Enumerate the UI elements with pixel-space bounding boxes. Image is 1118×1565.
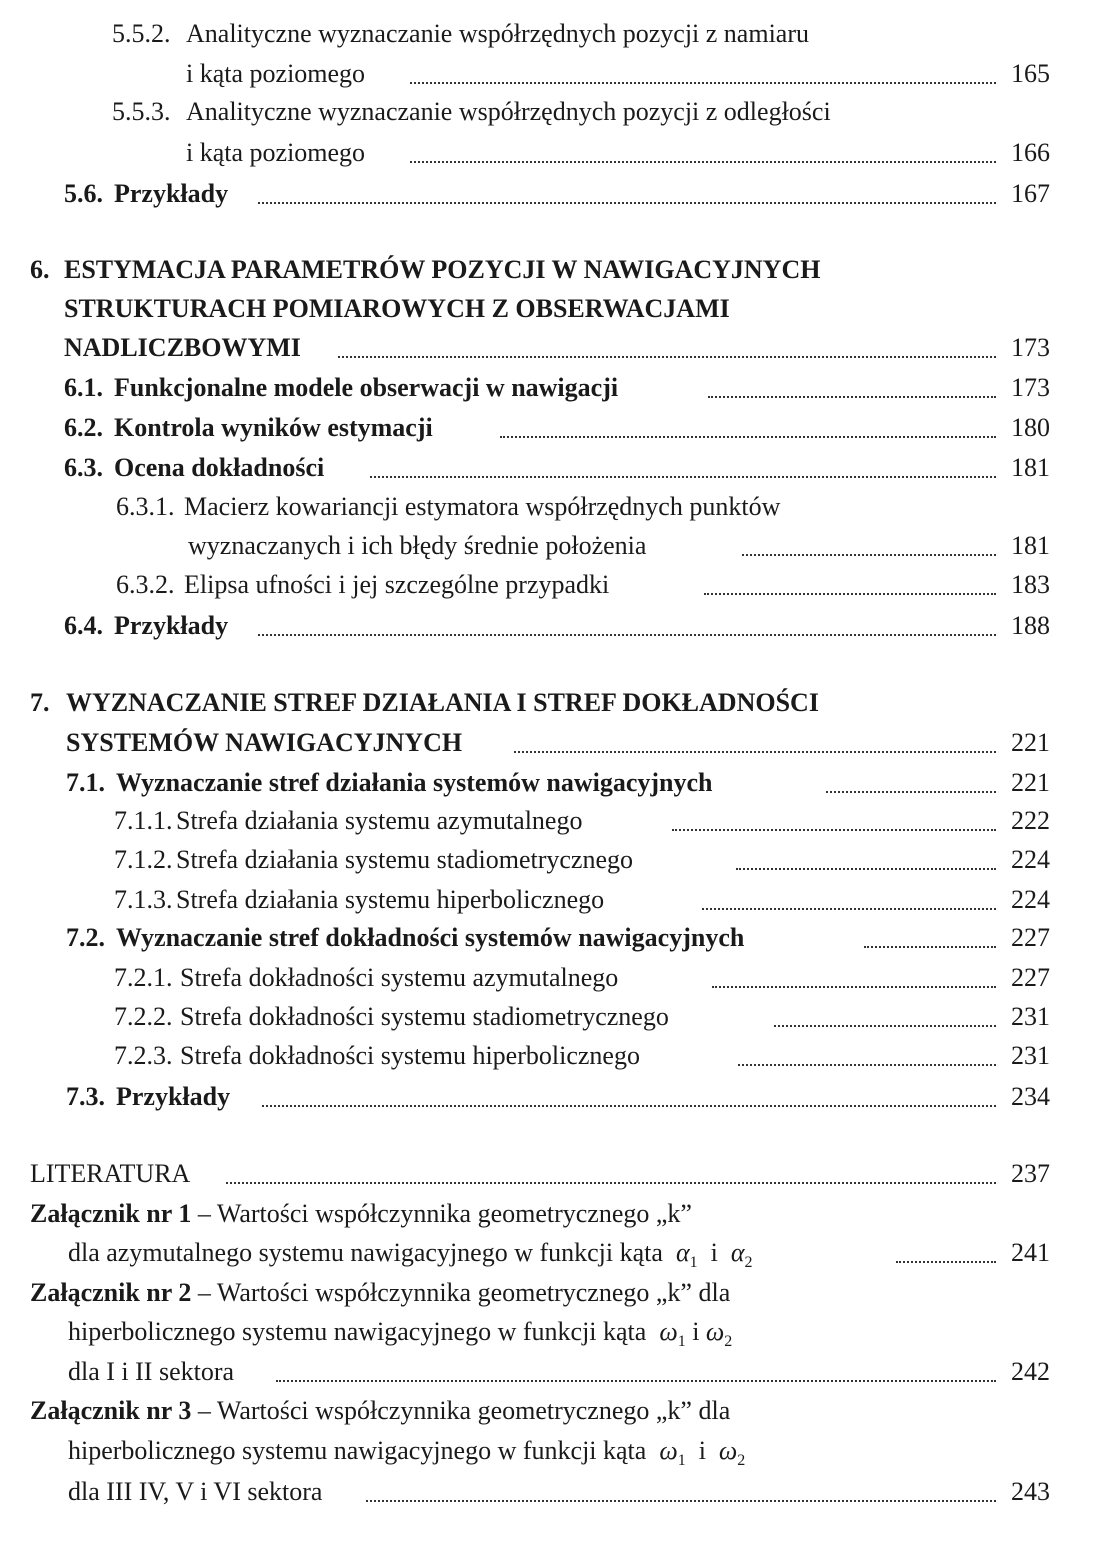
toc-entry (0, 840, 1118, 880)
toc-number: 7.2.1. (114, 963, 173, 992)
dot-leader (410, 82, 996, 84)
dot-leader (864, 946, 996, 948)
toc-page: 165 (1011, 59, 1050, 88)
toc-entry (0, 526, 1118, 566)
toc-page: 231 (1011, 1041, 1050, 1070)
toc-number: 7.2.2. (114, 1002, 173, 1031)
toc-number: 6.4. (64, 611, 103, 640)
dot-leader (826, 791, 996, 793)
dot-leader (258, 202, 996, 204)
toc-page: 222 (1011, 806, 1050, 835)
dot-leader (410, 161, 996, 163)
alpha-symbol: α (675, 1238, 690, 1267)
toc-title: Macierz kowariancji estymatora współrzędnych punktów (184, 492, 781, 521)
dot-leader (514, 751, 996, 753)
toc-entry (0, 565, 1118, 605)
toc-entry (0, 408, 1118, 448)
toc-number: 7. (30, 688, 50, 717)
toc-number: 6. (30, 255, 50, 284)
toc-page: 180 (1011, 413, 1050, 442)
dot-leader (742, 554, 996, 556)
toc-title: Strefa działania systemu azymutalnego (176, 806, 583, 835)
toc-entry (0, 92, 1118, 132)
dot-leader (366, 1500, 996, 1502)
toc-entry (0, 1154, 1118, 1194)
appendix-label: Załącznik nr 3 (30, 1396, 192, 1425)
toc-page: 242 (1011, 1357, 1050, 1386)
toc-entry (0, 880, 1118, 920)
toc-title: i kąta poziomego (186, 138, 366, 167)
omega-symbol: ω (705, 1317, 725, 1346)
toc-chapter (0, 289, 1118, 329)
dot-leader (276, 1380, 996, 1382)
alpha-symbol: α (730, 1238, 745, 1267)
toc-title: – Wartości współczynnika geometrycznego „k” dla (191, 1278, 731, 1307)
toc-entry (0, 133, 1118, 173)
toc-title: Ocena dokładności (114, 453, 325, 482)
toc-title: NADLICZBOWYMI (64, 333, 301, 362)
toc-title: Analityczne wyznaczanie współrzędnych pozycji z namiaru (186, 19, 809, 48)
toc-number: 6.1. (64, 373, 103, 402)
toc-number: 7.2.3. (114, 1041, 173, 1070)
toc-page: 221 (1011, 728, 1050, 757)
dot-leader (226, 1182, 996, 1184)
toc-title: wyznaczanych i ich błędy średnie położenia (188, 531, 647, 560)
toc-title: Strefa dokładności systemu hiperbolicznego (180, 1041, 640, 1070)
toc-appendix: dla azymutalnego systemu nawigacyjnego w funkcji kąta $\alpha_1$ i $\alpha_2$ 241 (0, 1233, 1118, 1273)
dot-leader (704, 593, 996, 595)
toc-appendix: hiperbolicznego systemu nawigacyjnego w funkcji kąta $\omega_1$ i $\omega_2$ (68, 1436, 746, 1470)
toc-entry (0, 448, 1118, 488)
appendix-label: Załącznik nr 2 (30, 1278, 192, 1307)
toc-number: 5.6. (64, 179, 103, 208)
toc-number: 7.3. (66, 1082, 105, 1111)
toc-title: WYZNACZANIE STREF DZIAŁANIA I STREF DOKŁADNOŚCI (66, 688, 819, 717)
toc-page: 224 (1011, 885, 1050, 914)
toc-entry (0, 918, 1118, 958)
toc-entry (0, 958, 1118, 998)
toc-title: – Wartości współczynnika geometrycznego „k” (191, 1199, 692, 1228)
toc-number: 6.3.1. (116, 492, 175, 521)
toc-number: 7.1.3. (114, 885, 173, 914)
toc-page: 181 (1011, 453, 1050, 482)
toc-title: Strefa działania systemu stadiometrycznego (176, 845, 634, 874)
toc-page: 243 (1011, 1477, 1050, 1506)
toc-entry (0, 997, 1118, 1037)
toc-entry (0, 487, 1118, 527)
toc-title: Wyznaczanie stref dokładności systemów nawigacyjnych (116, 923, 745, 952)
toc-page: 241 (1011, 1238, 1050, 1267)
toc-title: STRUKTURACH POMIAROWYCH Z OBSERWACJAMI (64, 294, 730, 323)
appendix-label: Załącznik nr 1 (30, 1199, 192, 1228)
dot-leader (738, 1064, 996, 1066)
omega-symbol: ω (659, 1436, 678, 1465)
toc-title: Przykłady (114, 179, 229, 208)
toc-page: 237 (1011, 1159, 1050, 1188)
toc-title: – Wartości współczynnika geometrycznego „k” dla (191, 1396, 731, 1425)
dot-leader (774, 1025, 996, 1027)
toc-title: SYSTEMÓW NAWIGACYJNYCH (66, 728, 463, 757)
toc-title: LITERATURA (30, 1159, 191, 1188)
toc-page: 231 (1011, 1002, 1050, 1031)
toc-entry (0, 1077, 1118, 1117)
toc-page: 173 (1011, 373, 1050, 402)
dot-leader (672, 829, 996, 831)
toc-title: Przykłady (116, 1082, 231, 1111)
toc-title: Strefa działania systemu hiperbolicznego (176, 885, 605, 914)
toc-appendix (0, 1391, 1118, 1431)
toc-title: dla I i II sektora (68, 1357, 235, 1386)
toc-appendix (0, 1352, 1118, 1392)
toc-chapter (0, 250, 1118, 290)
omega-symbol: ω (718, 1436, 738, 1465)
toc-appendix (0, 1273, 1118, 1313)
dot-leader (736, 868, 996, 870)
dot-leader (338, 356, 996, 358)
dot-leader (500, 436, 996, 438)
dot-leader (896, 1261, 996, 1263)
dot-leader (702, 908, 996, 910)
dot-leader (262, 1105, 996, 1107)
toc-entry (0, 763, 1118, 803)
toc-page: 227 (1011, 963, 1050, 992)
toc-appendix: hiperbolicznego systemu nawigacyjnego w funkcji kąta $\omega_1$ i $\omega_2$ (68, 1317, 733, 1351)
toc-title: Elipsa ufności i jej szczególne przypadki (184, 570, 610, 599)
toc-entry (0, 174, 1118, 214)
toc-chapter (0, 328, 1118, 368)
toc-page: 224 (1011, 845, 1050, 874)
toc-chapter (0, 683, 1118, 723)
toc-title: hiperbolicznego systemu nawigacyjnego w funkcji kąta (68, 1317, 647, 1346)
omega-symbol: ω (659, 1317, 678, 1346)
toc-number: 5.5.3. (112, 97, 171, 126)
toc-page: 167 (1011, 179, 1050, 208)
dot-leader (712, 986, 996, 988)
toc-number: 7.2. (66, 923, 105, 952)
dot-leader (370, 476, 996, 478)
toc-entry (0, 54, 1118, 94)
toc-title: Przykłady (114, 611, 229, 640)
toc-number: 6.3.2. (116, 570, 175, 599)
toc-title: i kąta poziomego (186, 59, 366, 88)
toc-appendix (0, 1194, 1118, 1234)
toc-entry (0, 801, 1118, 841)
toc-entry (0, 606, 1118, 646)
toc-chapter (0, 723, 1118, 763)
dot-leader (258, 634, 996, 636)
toc-page: 183 (1011, 570, 1050, 599)
toc-entry (0, 14, 1118, 54)
toc-title: hiperbolicznego systemu nawigacyjnego w funkcji kąta (68, 1436, 647, 1465)
toc-page: 227 (1011, 923, 1050, 952)
toc-number: 7.1. (66, 768, 105, 797)
toc-title: Funkcjonalne modele obserwacji w nawigacji (114, 373, 619, 402)
toc-entry (0, 368, 1118, 408)
toc-title: dla III IV, V i VI sektora (68, 1477, 323, 1506)
toc-title: Analityczne wyznaczanie współrzędnych pozycji z odległości (186, 97, 831, 126)
toc-number: 7.1.1. (114, 806, 173, 835)
toc-title: Strefa dokładności systemu azymutalnego (180, 963, 619, 992)
toc-appendix (0, 1472, 1118, 1512)
toc-page: 234 (1011, 1082, 1050, 1111)
toc-number: 6.3. (64, 453, 103, 482)
toc-page: 173 (1011, 333, 1050, 362)
toc-title: dla azymutalnego systemu nawigacyjnego w funkcji kąta (68, 1238, 663, 1267)
toc-entry (0, 1036, 1118, 1076)
toc-title: Strefa dokładności systemu stadiometrycznego (180, 1002, 669, 1031)
toc-number: 7.1.2. (114, 845, 173, 874)
toc-number: 6.2. (64, 413, 103, 442)
toc-title: ESTYMACJA PARAMETRÓW POZYCJI W NAWIGACYJNYCH (64, 255, 821, 284)
toc-number: 5.5.2. (112, 19, 171, 48)
toc-page: 188 (1011, 611, 1050, 640)
dot-leader (708, 396, 996, 398)
toc-page: 221 (1011, 768, 1050, 797)
toc-title: Wyznaczanie stref działania systemów nawigacyjnych (116, 768, 713, 797)
toc-page: 166 (1011, 138, 1050, 167)
toc-page: 181 (1011, 531, 1050, 560)
toc-title: Kontrola wyników estymacji (114, 413, 433, 442)
